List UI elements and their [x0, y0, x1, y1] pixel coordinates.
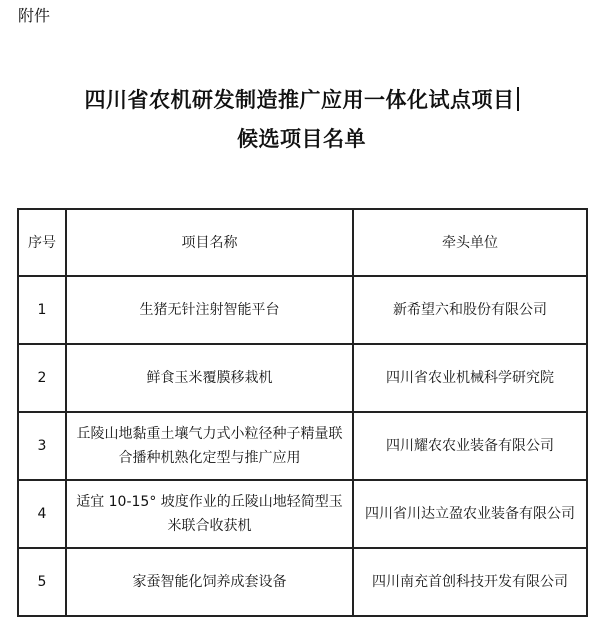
column-header-no: 序号: [18, 209, 66, 276]
lead-unit: 四川省农业机械科学研究院: [353, 344, 587, 412]
project-name: 适宜 10-15° 坡度作业的丘陵山地轻简型玉米联合收获机: [66, 480, 353, 548]
attachment-label: 附件: [18, 6, 51, 25]
project-name: 鲜食玉米覆膜移栽机: [66, 344, 353, 412]
document-title-line-2: 候选项目名单: [237, 126, 366, 151]
column-header-project-name: 项目名称: [66, 209, 353, 276]
table-row: [18, 548, 587, 616]
row-number: 5: [18, 548, 66, 616]
lead-unit: 四川耀农农业装备有限公司: [353, 412, 587, 480]
lead-unit: 四川省川达立盈农业装备有限公司: [353, 480, 587, 548]
row-number: 4: [18, 480, 66, 548]
lead-unit: 新希望六和股份有限公司: [353, 276, 587, 344]
document-title-line-1: [0, 86, 603, 114]
text-cursor: [517, 87, 519, 111]
row-number: 1: [18, 276, 66, 344]
lead-unit: 四川南充首创科技开发有限公司: [353, 548, 587, 616]
candidate-project-table: [17, 208, 588, 617]
table-row: [18, 276, 587, 344]
row-number: 2: [18, 344, 66, 412]
column-header-lead-unit: 牵头单位: [353, 209, 587, 276]
table-header-row: [18, 209, 587, 276]
document-title-text: 四川省农机研发制造推广应用一体化试点项目: [84, 87, 515, 112]
project-name: 家蚕智能化饲养成套设备: [66, 548, 353, 616]
row-number: 3: [18, 412, 66, 480]
table-row: [18, 412, 587, 480]
table-row: [18, 344, 587, 412]
table-row: [18, 480, 587, 548]
project-name: 生猪无针注射智能平台: [66, 276, 353, 344]
project-name: 丘陵山地黏重土壤气力式小粒径种子精量联合播种机熟化定型与推广应用: [66, 412, 353, 480]
